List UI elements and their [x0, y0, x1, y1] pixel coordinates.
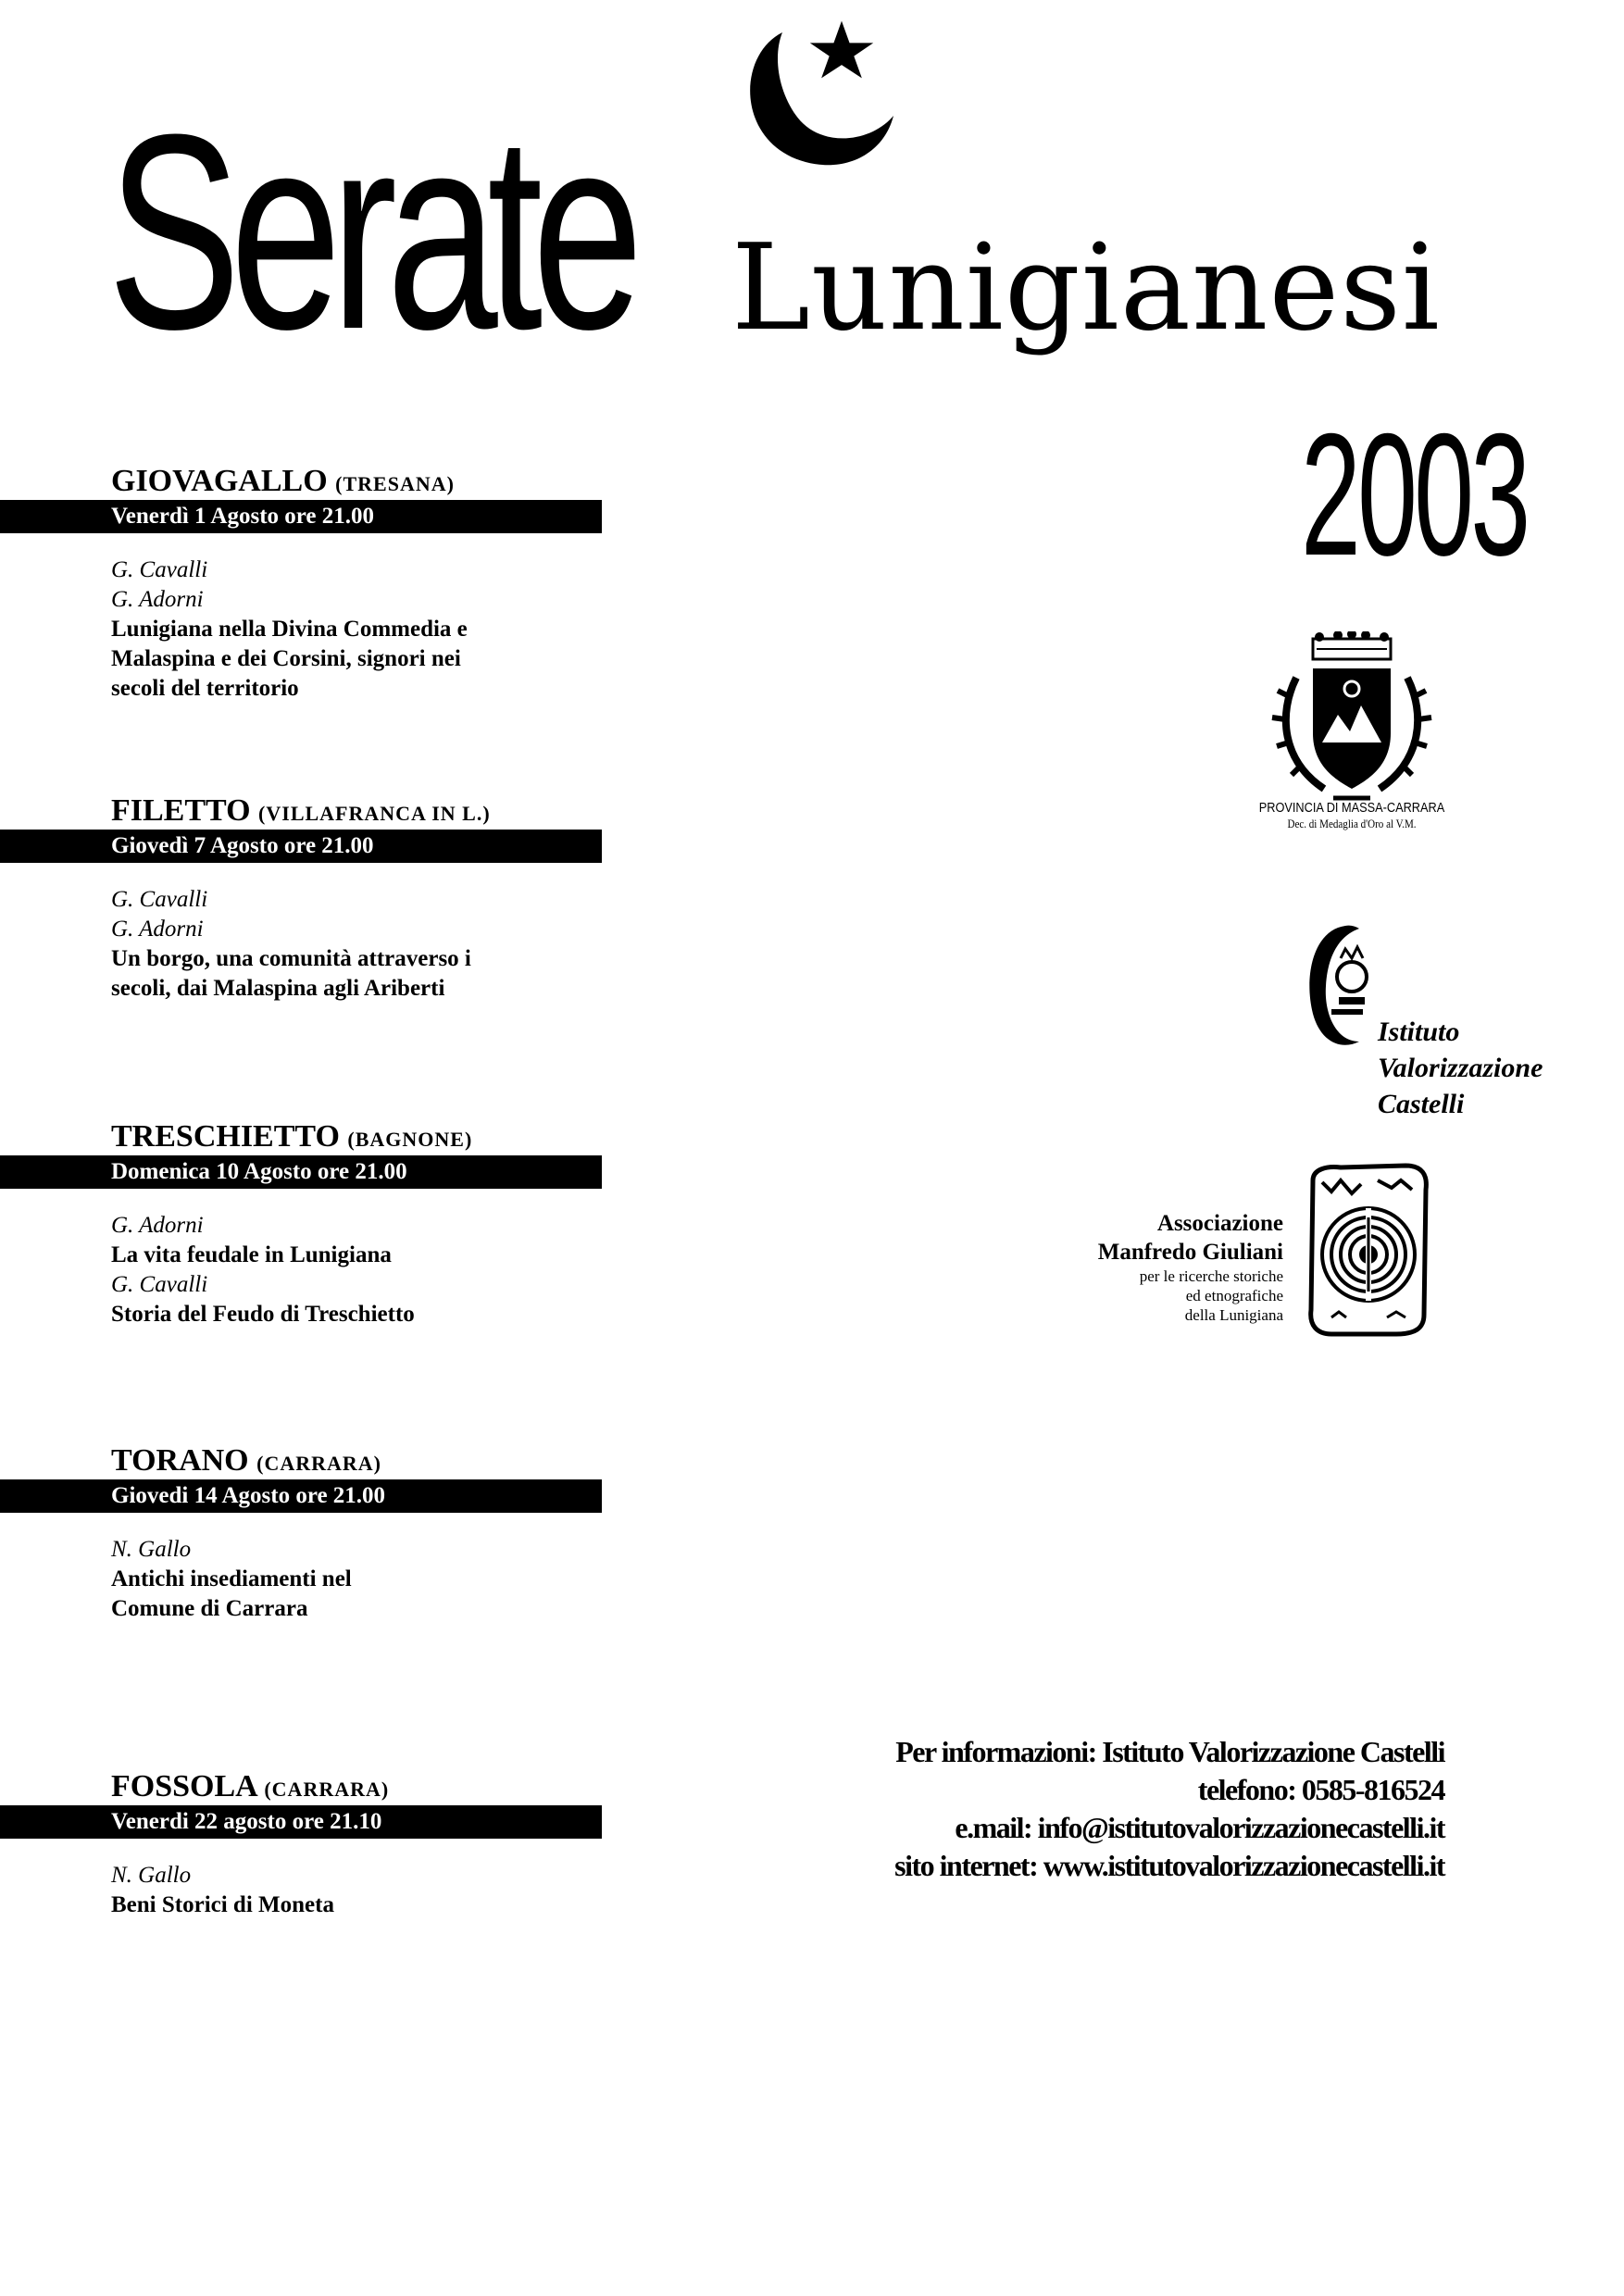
- event-author: G. Adorni: [111, 917, 204, 942]
- amg-description: per le ricerche storiche: [1139, 1267, 1283, 1285]
- event-place: FOSSOLA (CARRARA): [111, 1769, 390, 1803]
- event-talk-title: Malaspina e dei Corsini, signori nei: [111, 646, 461, 671]
- ivc-line: Istituto: [1378, 1017, 1460, 1047]
- event-talk-title: secoli, dai Malaspina agli Ariberti: [111, 976, 445, 1001]
- event-place: TRESCHIETTO (BAGNONE): [111, 1119, 473, 1154]
- event-date-bar: [0, 1805, 602, 1839]
- event-talk-title: Comune di Carrara: [111, 1596, 308, 1621]
- event-date: Giovedi 14 Agosto ore 21.00: [111, 1483, 386, 1508]
- contact-info: [778, 1733, 1444, 1885]
- event-date: Giovedì 7 Agosto ore 21.00: [111, 833, 374, 858]
- event-date-bar: [0, 830, 602, 863]
- event-details: [111, 1211, 593, 1329]
- info-heading: Per informazioni: Istituto Valorizzazione Castelli: [895, 1735, 1444, 1768]
- ivc-line: Valorizzazione: [1378, 1053, 1543, 1083]
- amg-name: Associazione: [1156, 1211, 1283, 1236]
- info-website: sito internet: www.istitutovalorizzazionecastelli.it: [894, 1849, 1444, 1882]
- event-talk-title: Beni Storici di Moneta: [111, 1892, 334, 1917]
- info-email: e.mail: info@istitutovalorizzazionecastelli.it: [955, 1811, 1444, 1844]
- event-talk-title: Un borgo, una comunità attraverso i: [111, 946, 471, 971]
- event-place: GIOVAGALLO (TRESANA): [111, 464, 455, 498]
- amg-description: della Lunigiana: [1184, 1306, 1283, 1324]
- provincia-subtitle: Dec. di Medaglia d'Oro al V.M.: [1287, 817, 1417, 830]
- event-date: Venerdi 22 agosto ore 21.10: [111, 1809, 382, 1834]
- event-details: [111, 555, 593, 704]
- event-talk-title: Storia del Feudo di Treschietto: [111, 1302, 415, 1327]
- event-author: G. Cavalli: [111, 887, 208, 912]
- amg-description: ed etnografiche: [1185, 1287, 1283, 1304]
- crescent-moon-star-logo: [718, 14, 903, 181]
- event-details: [111, 1861, 593, 1920]
- event-author: N. Gallo: [111, 1863, 192, 1888]
- event-date-bar: [0, 1479, 602, 1513]
- event-place: FILETTO (VILLAFRANCA IN L.): [111, 793, 491, 828]
- info-phone: telefono: 0585-816524: [1197, 1773, 1444, 1806]
- event-author: G. Adorni: [111, 587, 204, 612]
- event-talk-title: secoli del territorio: [111, 676, 299, 701]
- event-date-bar: [0, 1155, 602, 1189]
- event-author: G. Adorni: [111, 1213, 204, 1238]
- event-author: G. Cavalli: [111, 1272, 208, 1297]
- labyrinth-stone-icon: [1304, 1162, 1433, 1338]
- title-lunigianesi: Lunigianesi: [731, 219, 1441, 357]
- title-year: 2003: [1301, 397, 1528, 592]
- event-author: N. Gallo: [111, 1537, 192, 1562]
- provincia-coat-of-arms-icon: [1268, 631, 1435, 803]
- event-details: [111, 885, 593, 1004]
- event-talk-title: Lunigiana nella Divina Commedia e: [111, 617, 468, 642]
- event-talk-title: Antichi insediamenti nel: [111, 1566, 352, 1591]
- event-date-bar: [0, 500, 602, 533]
- event-place: TORANO (CARRARA): [111, 1443, 381, 1478]
- ivc-line: Castelli: [1378, 1089, 1465, 1119]
- amg-name: Manfredo Giuliani: [1097, 1240, 1283, 1265]
- provincia-name: PROVINCIA DI MASSA-CARRARA: [1258, 800, 1445, 816]
- event-date: Domenica 10 Agosto ore 21.00: [111, 1159, 407, 1184]
- associazione-manfredo-giuliani-text: [1018, 1209, 1283, 1325]
- title-serate: Serate: [107, 76, 633, 387]
- event-date: Venerdì 1 Agosto ore 21.00: [111, 504, 375, 529]
- event-author: G. Cavalli: [111, 557, 208, 582]
- event-talk-title: La vita feudale in Lunigiana: [111, 1242, 392, 1267]
- istituto-valorizzazione-castelli-text: [1378, 1014, 1543, 1122]
- event-details: [111, 1535, 593, 1624]
